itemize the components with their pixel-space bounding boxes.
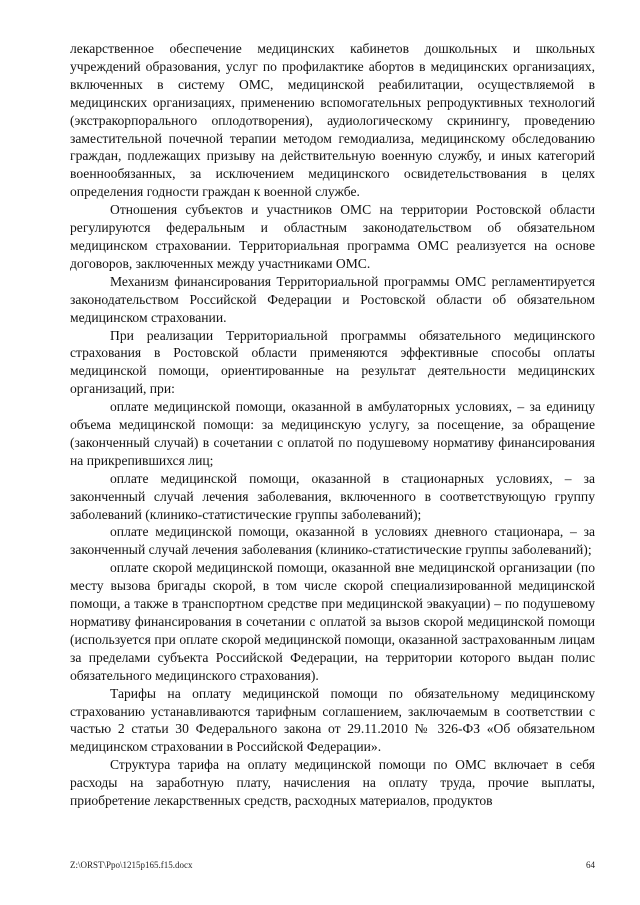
paragraph-tariffs: Тарифы на оплату медицинской помощи по обязательному медицинскому страхованию устанавливаются тарифным соглашением, заключаемым в соответствии с частью 2 статьи 30 Федерального закона от 29.11.2010 № 326-ФЗ «Об обязательном медицинском страховании в Российской Федерации». [70,685,595,755]
paragraph-payment-ambulance: оплате скорой медицинской помощи, оказанной вне медицинской организации (по месту вызова бригады скорой, в том числе скорой специализированной медицинской помощи, а также в транспортном средстве при медицинской эвакуации) – по подушевому нормативу финансирования в сочетании с оплатой за вызов скорой медицинской помощи (используется при оплате скорой медицинской помощи, оказанной застрахованным лицам за пределами субъекта Российской Федерации, на территории которого выдан полис обязательного медицинского страхования). [70,560,595,683]
paragraph-tariff-structure: Структура тарифа на оплату медицинской помощи по ОМС включает в себя расходы на заработную плату, начисления на оплату труда, прочие выплаты, приобретение лекарственных средств, расходных материалов, продуктов [70,757,595,809]
paragraph-payment-outpatient: оплате медицинской помощи, оказанной в амбулаторных условиях, – за единицу объема медицинской помощи: за медицинскую услугу, за посещение, за обращение (законченный случай) в сочетании с оплатой по подушевому нормативу финансирования на прикрепившихся лиц; [70,399,595,468]
paragraph-payment-inpatient: оплате медицинской помощи, оказанной в стационарных условиях, – за законченный случай лечения заболевания, включенного в соответствующую группу заболеваний (клинико-статистические группы заболеваний); [70,470,595,522]
page-footer [70,858,595,872]
paragraph-financing-mechanism: Механизм финансирования Территориальной программы ОМС регламентируется законодательством Российской Федерации и Ростовской области об обязательном медицинском страховании. [70,273,595,325]
paragraph-payment-methods-intro: При реализации Территориальной программы обязательного медицинского страхования в Ростовской области применяются эффективные способы оплаты медицинской помощи, ориентированные на результат деятельности медицинских организаций, при: [70,327,595,397]
paragraph-services-continuation: лекарственное обеспечение медицинских кабинетов дошкольных и школьных учреждений образования, услуг по профилактике абортов в медицинских организациях, включенных в систему ОМС, медицинской реабилитации, осуществляемой в медицинских организациях, применению вспомогательных репродуктивных технологий (экстракорпорального оплодотворения), аудиологическому скринингу, проведению заместительной почечной терапии методом гемодиализа, медицинскому обследованию граждан, подлежащих призыву на действительную военную службу, и иных категорий военнообязанных, за исключением медицинского освидетельствования в целях определения годности граждан к военной службе. [70,41,595,200]
paragraph-payment-day-hospital: оплате медицинской помощи, оказанной в условиях дневного стационара, – за законченный случай лечения заболевания (клинико-статистические группы заболеваний); [70,524,595,558]
page-number: 64 [586,860,595,870]
document-body [70,40,595,810]
paragraph-oms-relations: Отношения субъектов и участников ОМС на территории Ростовской области регулируются федеральным и областным законодательством об обязательном медицинском страховании. Территориальная программа ОМС реализуется на основе договоров, заключенных между участниками ОМС. [70,202,595,271]
footer-file-path: Z:\ORST\Ppo\1215p165.f15.docx [70,860,193,870]
